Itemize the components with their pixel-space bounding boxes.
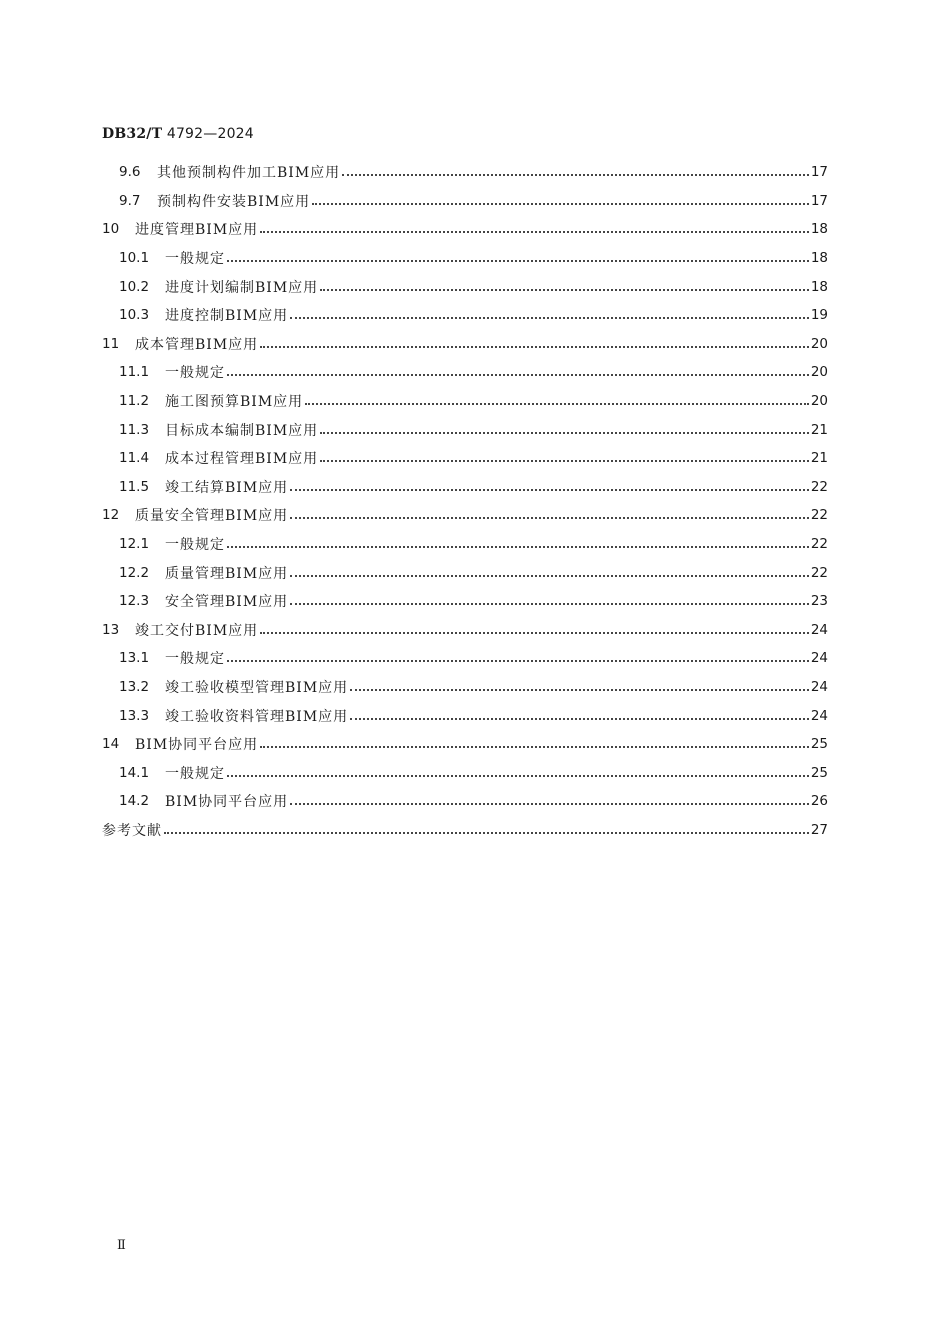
toc-entry-number: 13.3: [119, 707, 150, 724]
toc-entry-number: 12.1: [119, 536, 150, 553]
toc-entry-number: 11.1: [119, 364, 150, 381]
toc-entry-title: 一般规定: [165, 651, 225, 668]
toc-dot-leader: [260, 746, 809, 748]
toc-entry-title: 成本过程管理BIM应用: [165, 451, 319, 468]
toc-entry-title: 预制构件安装BIM应用: [157, 193, 311, 210]
toc-dot-leader: [350, 689, 809, 691]
toc-dot-leader: [290, 803, 809, 805]
toc-dot-leader: [227, 260, 809, 262]
toc-entry[interactable]: [102, 673, 828, 702]
toc-dot-leader: [290, 517, 809, 519]
toc-entry-number: 9.6: [119, 164, 141, 181]
toc-entry[interactable]: [102, 272, 828, 301]
toc-entry-page: 24: [810, 678, 828, 695]
toc-entry-page: 25: [810, 736, 828, 753]
toc-entry[interactable]: [102, 330, 828, 359]
toc-entry[interactable]: [102, 730, 828, 759]
toc-entry-page: 24: [810, 707, 828, 724]
toc-entry-title: 进度计划编制BIM应用: [165, 279, 319, 296]
toc-entry-page: 21: [810, 421, 828, 438]
toc-dot-leader: [350, 718, 809, 720]
toc-entry-title: 一般规定: [165, 365, 225, 382]
toc-entry-page: 20: [810, 335, 828, 352]
document-header: [102, 126, 254, 142]
toc-entry[interactable]: [102, 701, 828, 730]
toc-entry-number: 10.3: [119, 307, 150, 324]
toc-dot-leader: [290, 317, 809, 319]
toc-entry-title: 竣工交付BIM应用: [135, 622, 259, 639]
toc-entry-page: 27: [810, 821, 828, 838]
toc-entry-page: 22: [810, 564, 828, 581]
toc-entry-number: 14: [102, 736, 120, 753]
toc-dot-leader: [290, 603, 809, 605]
toc-entry-title: BIM协同平台应用: [135, 737, 259, 754]
toc-entry-title: 进度控制BIM应用: [165, 308, 289, 325]
toc-entry-title: 一般规定: [165, 765, 225, 782]
toc-entry[interactable]: [102, 358, 828, 387]
toc-entry-page: 22: [810, 536, 828, 553]
toc-dot-leader: [305, 403, 809, 405]
toc-entry-title: 竣工验收资料管理BIM应用: [165, 708, 349, 725]
toc-entry-title: BIM协同平台应用: [165, 794, 289, 811]
toc-entry-page: 21: [810, 450, 828, 467]
toc-entry[interactable]: [102, 244, 828, 273]
toc-entry-page: 18: [810, 221, 828, 238]
toc-entry-page: 19: [810, 307, 828, 324]
toc-entry-number: 10.1: [119, 250, 150, 267]
toc-entry-number: 10: [102, 221, 120, 238]
toc-entry[interactable]: [102, 301, 828, 330]
toc-dot-leader: [312, 203, 809, 205]
toc-entry-page: 18: [810, 278, 828, 295]
toc-entry-page: 20: [810, 364, 828, 381]
toc-entry-title: 安全管理BIM应用: [165, 594, 289, 611]
toc-dot-leader: [342, 174, 809, 176]
toc-entry[interactable]: [102, 215, 828, 244]
toc-dot-leader: [320, 432, 809, 434]
toc-entry-number: 11.5: [119, 478, 150, 495]
toc-entry-number: 14.1: [119, 764, 150, 781]
toc-entry-number: 11.2: [119, 393, 150, 410]
standard-code: DB32/T: [102, 126, 163, 142]
toc-entry-page: 24: [810, 621, 828, 638]
toc-entry[interactable]: [102, 616, 828, 645]
toc-entry-title: 质量安全管理BIM应用: [135, 508, 289, 525]
toc-entry-title: 目标成本编制BIM应用: [165, 422, 319, 439]
toc-entry-title: 一般规定: [165, 537, 225, 554]
toc-entry-page: 20: [810, 393, 828, 410]
table-of-contents: [102, 158, 828, 844]
toc-entry[interactable]: [102, 530, 828, 559]
toc-entry[interactable]: [102, 787, 828, 816]
toc-entry-page: 18: [810, 250, 828, 267]
toc-entry-title: 成本管理BIM应用: [135, 336, 259, 353]
toc-entry[interactable]: [102, 473, 828, 502]
toc-entry-number: 13.1: [119, 650, 150, 667]
toc-dot-leader: [320, 289, 809, 291]
toc-dot-leader: [227, 374, 809, 376]
toc-entry-title: 进度管理BIM应用: [135, 222, 259, 239]
toc-entry[interactable]: [102, 587, 828, 616]
toc-entry-title: 一般规定: [165, 251, 225, 268]
toc-dot-leader: [320, 460, 809, 462]
toc-entry[interactable]: [102, 387, 828, 416]
toc-entry[interactable]: [102, 501, 828, 530]
toc-entry[interactable]: [102, 415, 828, 444]
page-number: Ⅱ: [117, 1238, 126, 1253]
toc-entry-page: 25: [810, 764, 828, 781]
toc-dot-leader: [290, 575, 809, 577]
toc-entry[interactable]: [102, 644, 828, 673]
toc-entry-number: 14.2: [119, 793, 150, 810]
toc-entry[interactable]: [102, 758, 828, 787]
toc-entry-title: 竣工结算BIM应用: [165, 479, 289, 496]
toc-entry[interactable]: [102, 816, 828, 845]
toc-dot-leader: [227, 546, 809, 548]
toc-entry-title: 其他预制构件加工BIM应用: [157, 165, 341, 182]
toc-entry-number: 11.3: [119, 421, 150, 438]
toc-dot-leader: [260, 346, 809, 348]
toc-entry-page: 17: [810, 192, 828, 209]
toc-entry-title: 施工图预算BIM应用: [165, 394, 304, 411]
toc-dot-leader: [260, 632, 809, 634]
toc-entry-title: 参考文献: [102, 822, 162, 839]
toc-entry-number: 13: [102, 621, 120, 638]
toc-dot-leader: [227, 775, 809, 777]
toc-entry-page: 22: [810, 478, 828, 495]
toc-entry-page: 26: [810, 793, 828, 810]
toc-dot-leader: [164, 832, 809, 834]
toc-entry-page: 17: [810, 164, 828, 181]
toc-entry-number: 12: [102, 507, 120, 524]
toc-entry-page: 24: [810, 650, 828, 667]
toc-entry-number: 11.4: [119, 450, 150, 467]
toc-entry-title: 竣工验收模型管理BIM应用: [165, 679, 349, 696]
toc-entry-number: 13.2: [119, 678, 150, 695]
toc-entry-page: 23: [810, 593, 828, 610]
toc-entry-number: 10.2: [119, 278, 150, 295]
toc-dot-leader: [227, 660, 809, 662]
toc-entry-number: 12.2: [119, 564, 150, 581]
toc-entry[interactable]: [102, 158, 828, 187]
toc-entry[interactable]: [102, 187, 828, 216]
toc-dot-leader: [260, 231, 809, 233]
toc-entry-page: 22: [810, 507, 828, 524]
toc-entry-title: 质量管理BIM应用: [165, 565, 289, 582]
toc-entry-number: 9.7: [119, 192, 141, 209]
toc-entry-number: 11: [102, 335, 120, 352]
standard-number: 4792—2024: [166, 126, 254, 142]
toc-entry[interactable]: [102, 444, 828, 473]
toc-entry[interactable]: [102, 558, 828, 587]
toc-entry-number: 12.3: [119, 593, 150, 610]
toc-dot-leader: [290, 489, 809, 491]
